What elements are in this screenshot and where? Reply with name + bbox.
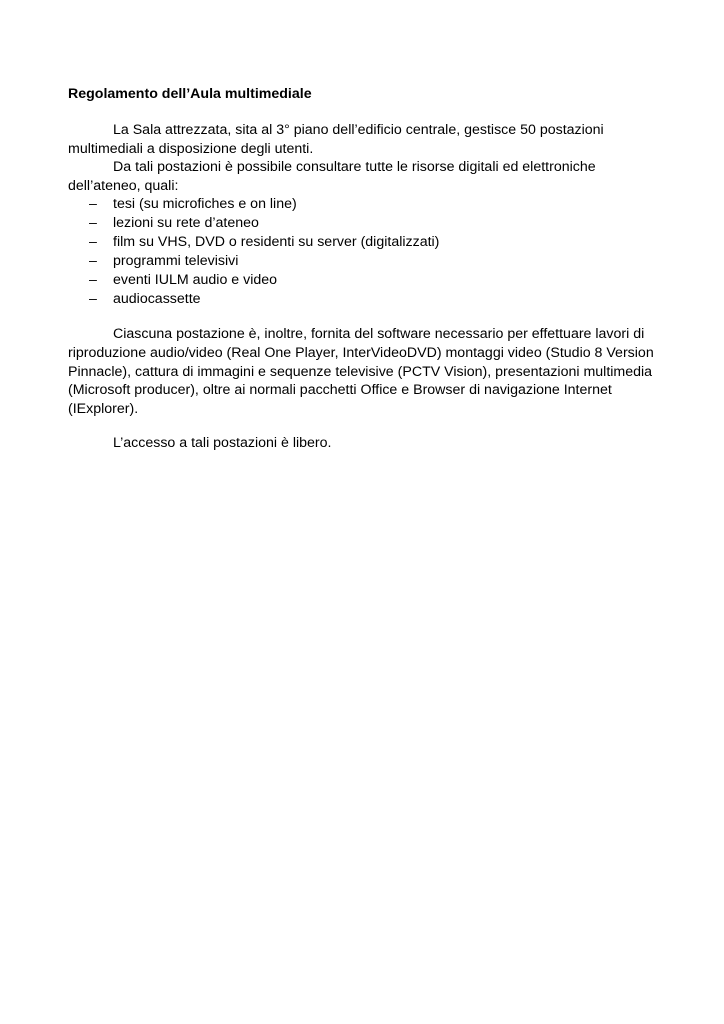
list-item bbox=[68, 252, 658, 271]
list-item bbox=[68, 195, 658, 214]
paragraph-software: Ciascuna postazione è, inoltre, fornita del software necessario per effettuare lavori di riproduzione audio/video (Real One Player, InterVideoDVD) montaggi video (Studio 8 Version Pinnacle), cattura di immagini e sequenze televisive (PCTV Vision), presentazioni multimedia (Microsoft producer), oltre ai normali pacchetti Office e Browser di navigazione Internet (IExplorer). bbox=[68, 326, 654, 417]
list-item-text: lezioni su rete d’ateneo bbox=[113, 215, 259, 232]
list-item-text: audiocassette bbox=[113, 291, 201, 308]
list-item-text: tesi (su microfiches e on line) bbox=[113, 196, 297, 213]
dash-marker: – bbox=[89, 196, 97, 213]
dash-marker: – bbox=[89, 215, 97, 232]
resource-list bbox=[68, 195, 658, 309]
list-item-text: eventi IULM audio e video bbox=[113, 272, 278, 289]
list-item bbox=[68, 271, 658, 290]
list-item bbox=[68, 290, 658, 309]
paragraph-risorse: Da tali postazioni è possibile consultare tutte le risorse digitali ed elettroniche dell’ateneo, quali: bbox=[68, 159, 596, 194]
dash-marker: – bbox=[89, 234, 97, 251]
list-item-text: film su VHS, DVD o residenti su server (digitalizzati) bbox=[113, 234, 440, 251]
document-body bbox=[68, 85, 658, 453]
spacer bbox=[68, 104, 658, 121]
spacer bbox=[68, 309, 658, 325]
list-item-text: programmi televisivi bbox=[113, 253, 239, 270]
spacer bbox=[68, 418, 658, 434]
paragraph-sala: La Sala attrezzata, sita al 3° piano dell’edificio centrale, gestisce 50 postazioni multimediali a disposizione degli utenti. bbox=[68, 122, 604, 157]
dash-marker: – bbox=[89, 272, 97, 289]
list-item bbox=[68, 214, 658, 233]
list-item bbox=[68, 233, 658, 252]
paragraph-accesso: L’accesso a tali postazioni è libero. bbox=[113, 435, 332, 452]
dash-marker: – bbox=[89, 291, 97, 308]
dash-marker: – bbox=[89, 253, 97, 270]
document-title: Regolamento dell’Aula multimediale bbox=[68, 86, 312, 102]
